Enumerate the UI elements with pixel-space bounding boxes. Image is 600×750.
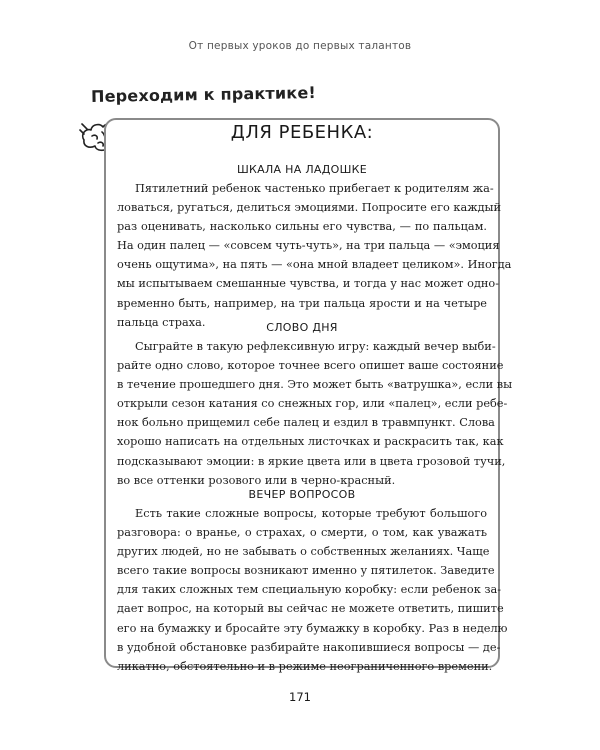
text-line: нок больно прищемил себе палец и ездил в травмпункт. Слова	[117, 416, 495, 430]
text-line: ликатно, обстоятельно и в режиме неограниченного времени.	[117, 659, 493, 673]
text-line: райте одно слово, которое точнее всего опишет ваше состояние	[117, 359, 504, 373]
text-line: других людей, но не забывать о собственных желаниях. Чаще	[117, 545, 490, 559]
running-header: От первых уроков до первых талантов	[188, 40, 412, 52]
text-line: в течение прошедшего дня. Это может быть «ватрушка», если вы	[117, 378, 513, 392]
subsection-title: ВЕЧЕР ВОПРОСОВ	[248, 488, 356, 501]
text-line: в удобной обстановке разбирайте накопившиеся вопросы — де-	[117, 640, 501, 654]
text-line: Пятилетний ребенок частенько прибегает к родителям жа-	[135, 182, 494, 195]
text-line: хорошо написать на отдельных листочках и раскрасить так, как	[117, 435, 504, 449]
text-line: очень ощутима», на пять — «она мной владеет целиком». Иногда	[117, 258, 512, 272]
page-number: 171	[289, 690, 311, 704]
subsection-text	[117, 179, 512, 332]
text-line: во все оттенки розового или в черно-красный.	[117, 473, 396, 487]
text-line: для таких сложных тем специальную коробку: если ребенок за-	[117, 583, 502, 597]
subsection-title: СЛОВО ДНЯ	[266, 321, 338, 334]
section-heading: Переходим к практике!	[90, 83, 317, 106]
text-line: подсказывают эмоции: в яркие цвета или в цвета грозовой тучи,	[117, 454, 506, 468]
text-line: всего такие вопросы возникают именно у пятилеток. Заведите	[117, 564, 495, 578]
text-line: временно быть, например, на три пальца ярости и на четыре	[117, 296, 487, 310]
panel-title: ДЛЯ РЕБЕНКА:	[230, 122, 374, 143]
text-line: ловаться, ругаться, делиться эмоциями. Попросите его каждый	[117, 201, 502, 215]
text-line: его на бумажку и бросайте эту бумажку в коробку. Раз в неделю	[117, 621, 508, 635]
text-line: мы испытываем смешанные чувства, и тогда у нас может одно-	[117, 277, 500, 291]
text-line: открыли сезон катания со снежных гор, или «палец», если ребе-	[117, 397, 508, 411]
text-line: На один палец — «совсем чуть-чуть», на три пальца — «эмоция	[117, 239, 500, 253]
subsection-text	[117, 337, 513, 490]
text-line: дает вопрос, на который вы сейчас не можете ответить, пишите	[117, 602, 504, 616]
text-line: пальца страха.	[117, 315, 206, 329]
subsection-title: ШКАЛА НА ЛАДОШКЕ	[236, 163, 368, 176]
subsection-text	[117, 504, 508, 676]
text-line: раз оценивать, насколько сильны его чувства, — по пальцам.	[117, 220, 487, 234]
text-line: разговора: о вранье, о страхах, о смерти, о том, как уважать	[117, 526, 487, 540]
text-line: Есть такие сложные вопросы, которые требуют большого	[135, 507, 487, 520]
text-line: Сыграйте в такую рефлексивную игру: каждый вечер выби-	[135, 340, 496, 353]
